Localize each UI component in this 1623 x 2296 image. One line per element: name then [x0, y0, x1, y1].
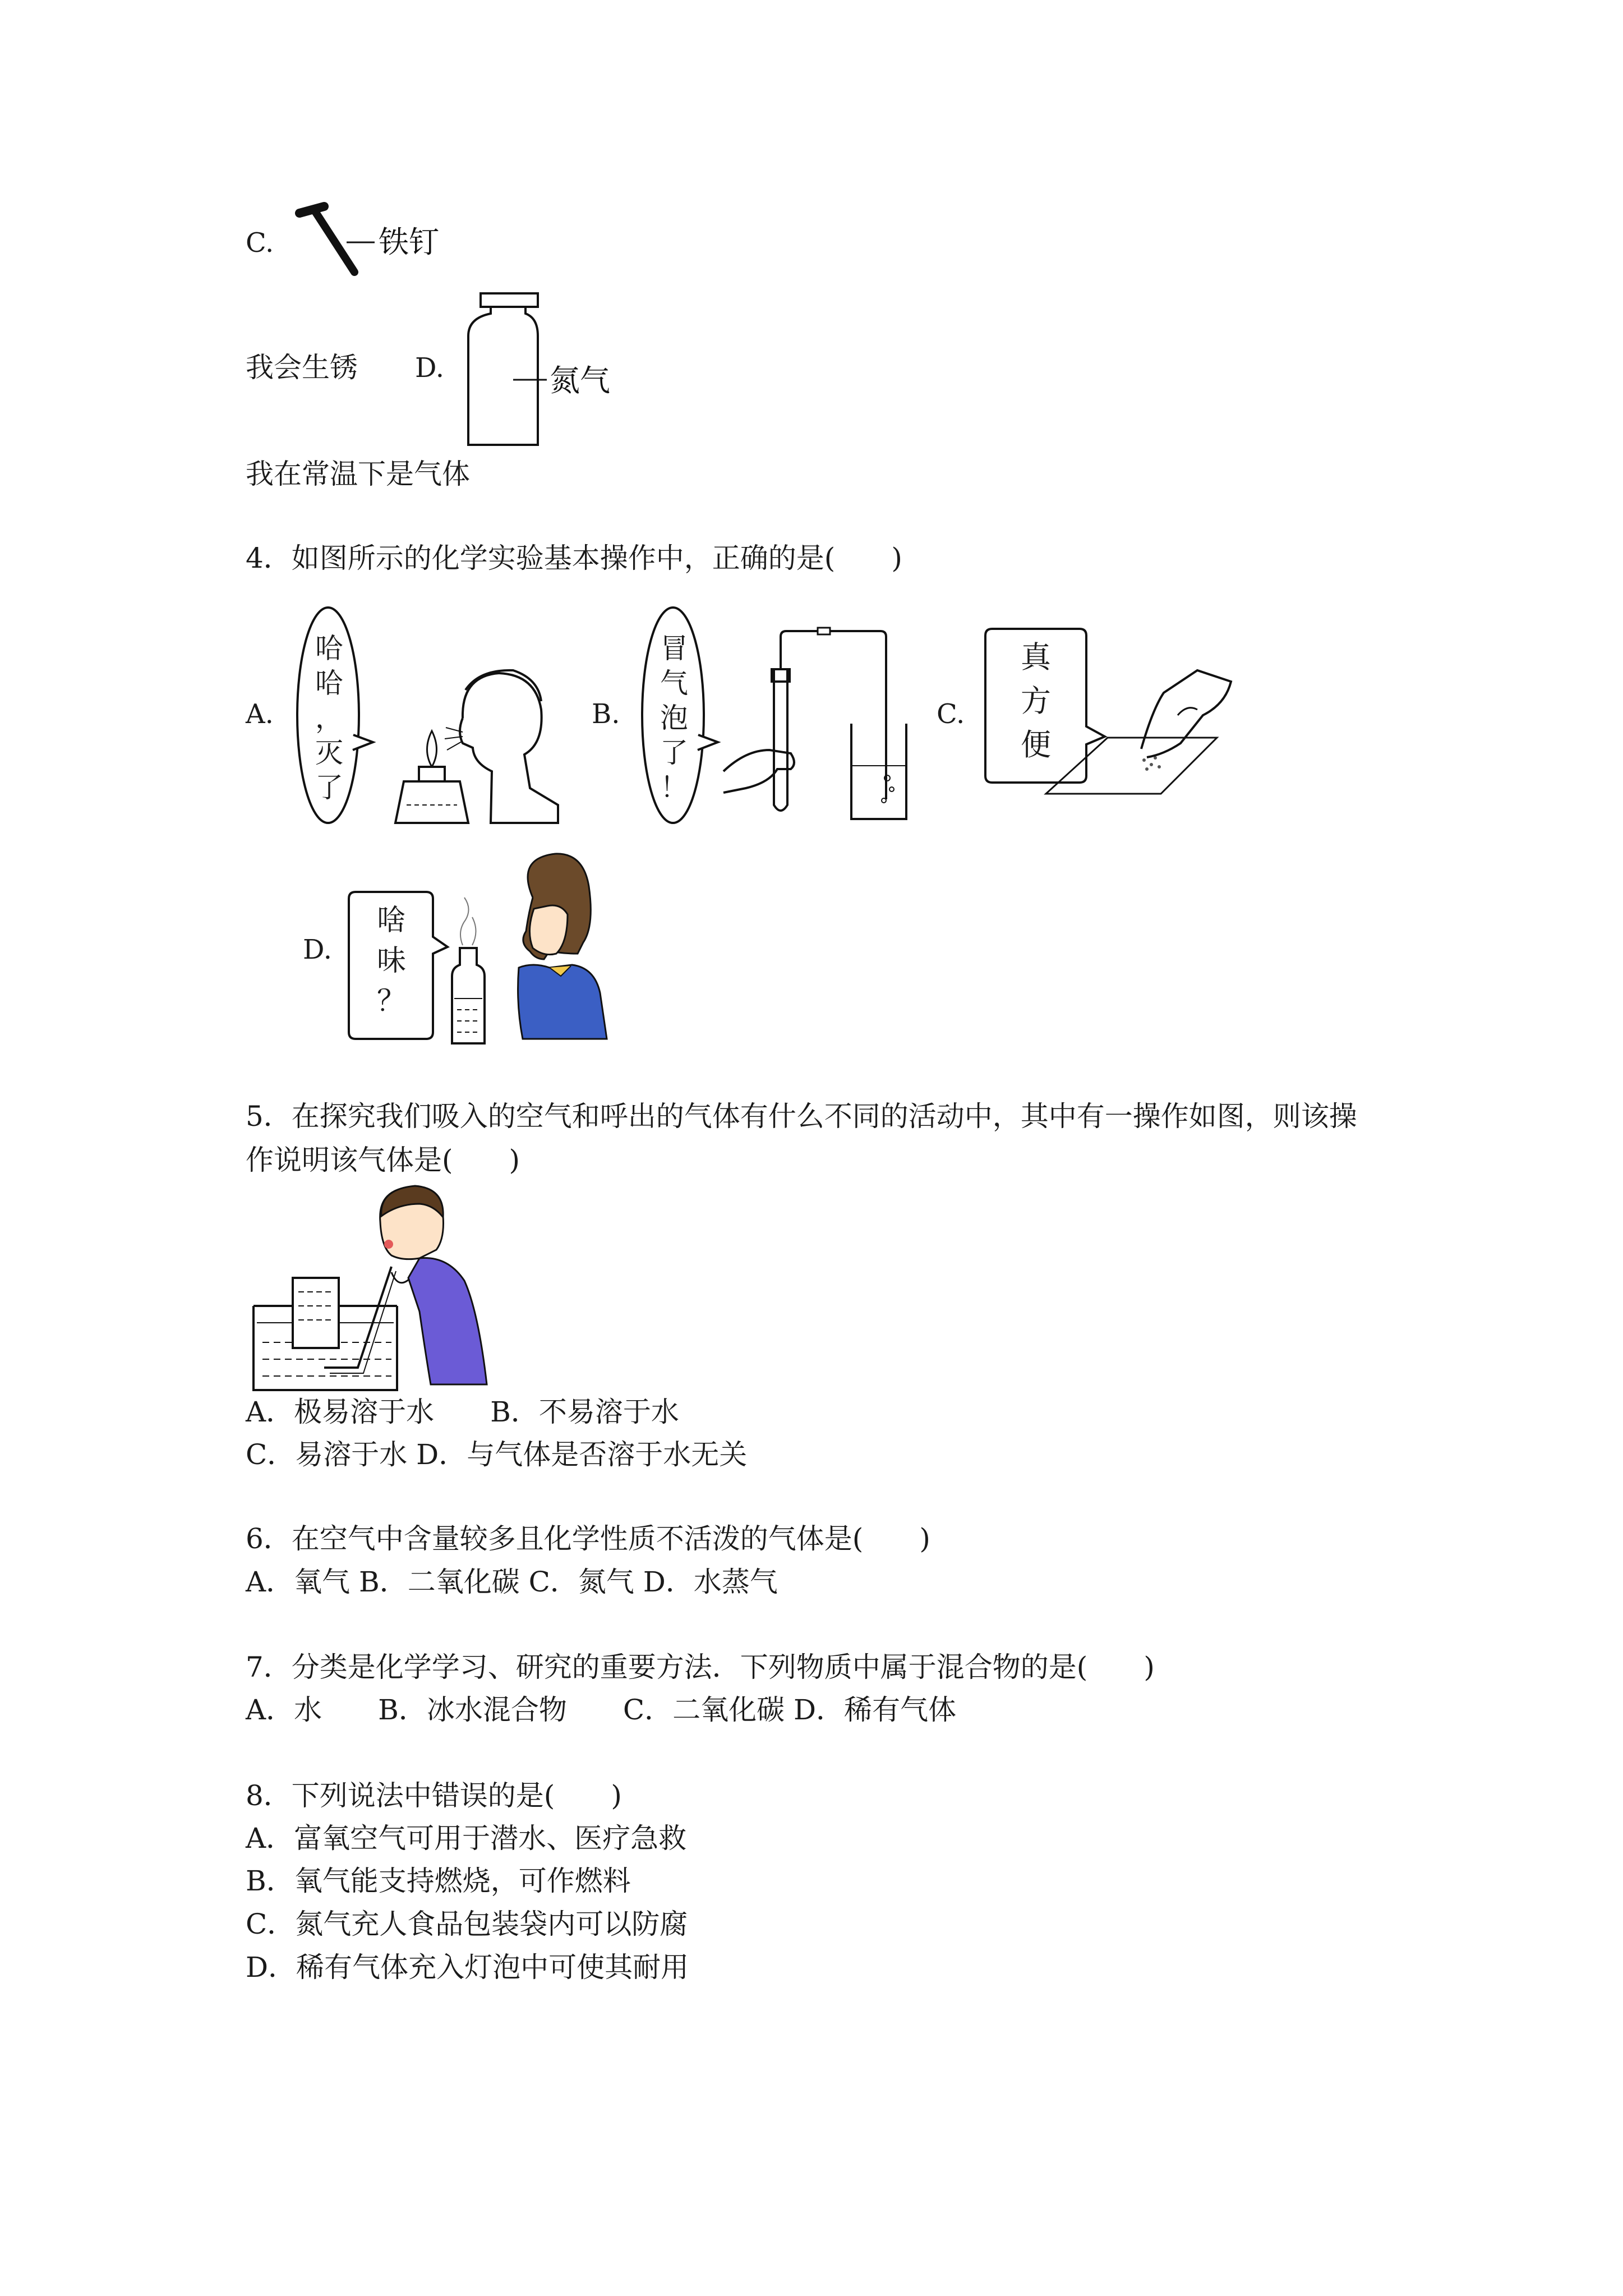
q4-option-b-label: B. — [592, 698, 620, 730]
bubble-c-text: 真 方 便 — [1021, 639, 1051, 762]
q3-option-d-label: D. — [415, 352, 445, 384]
q4-figure-d — [348, 847, 617, 1049]
q4-figure-c — [984, 625, 1237, 811]
q4-figure-b — [639, 603, 909, 827]
nail-caption: 铁钉 — [379, 224, 439, 260]
bottle-caption: 氮气 — [550, 363, 610, 398]
q7-options: A．水 B．冰水混合物 C．二氧化碳 D．稀有气体 — [246, 1694, 957, 1726]
q4-option-c-label: C. — [937, 698, 965, 730]
q8-option-a: A．富氧空气可用于潜水、医疗急救 — [246, 1822, 687, 1855]
q3-option-d-text: 我在常温下是气体 — [246, 458, 470, 490]
gas-bottle-icon — [457, 289, 625, 452]
q5-stem-line2: 作说明该气体是( ) — [246, 1144, 520, 1176]
q6-stem: 6．在空气中含量较多且化学性质不活泼的气体是( ) — [246, 1522, 930, 1555]
q8-option-c: C．氮气充人食品包装袋内可以防腐 — [246, 1908, 688, 1940]
bubble-a-text: 哈 哈 ， 灭 了 — [315, 632, 343, 804]
q4-stem: 4．如图所示的化学实验基本操作中，正确的是( ) — [246, 542, 902, 574]
q4-option-a-label: A. — [246, 698, 274, 730]
q4-option-d-label: D. — [303, 934, 333, 965]
q8-option-b: B．氧气能支持燃烧，可作燃料 — [246, 1865, 631, 1897]
q4-figure-a — [294, 603, 564, 827]
q5-options-line1: A．极易溶于水 B．不易溶于水 — [246, 1396, 679, 1428]
nail-icon — [292, 196, 454, 292]
q8-option-d: D．稀有气体充入灯泡中可使其耐用 — [246, 1951, 689, 1984]
bubble-b-text: 冒 气 泡 了 ！ — [660, 632, 688, 804]
bubble-d-text: 啥 味 ？ — [376, 904, 406, 1018]
q6-options: A．氧气 B．二氧化碳 C．氮气 D．水蒸气 — [246, 1566, 778, 1598]
q3-option-c-text: 我会生锈 — [246, 351, 358, 384]
q5-options-line2: C．易溶于水 D．与气体是否溶于水无关 — [246, 1438, 748, 1471]
q5-stem-line1: 5．在探究我们吸入的空气和呼出的气体有什么不同的活动中，其中有一操作如图，则该操 — [246, 1100, 1357, 1133]
q7-stem: 7．分类是化学学习、研究的重要方法．下列物质中属于混合物的是( ) — [246, 1651, 1155, 1683]
q3-option-c-label: C. — [246, 227, 274, 259]
q8-stem: 8．下列说法中错误的是( ) — [246, 1779, 622, 1812]
q5-figure — [251, 1182, 520, 1396]
